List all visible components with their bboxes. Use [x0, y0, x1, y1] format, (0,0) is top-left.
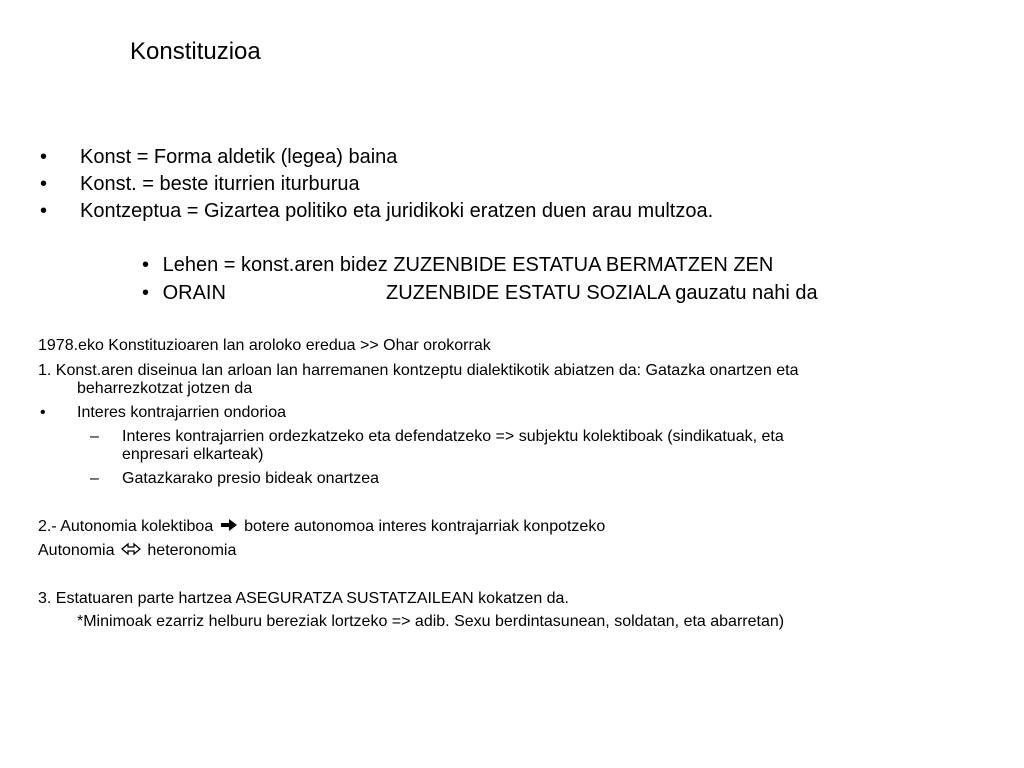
section1-dash-2: [90, 470, 379, 488]
section3-line2: *Minimoak ezarriz helburu bereziak lortzeko => adib. Sexu berdintasunean, soldatan, eta abarretan): [77, 613, 785, 630]
section3-line1: 3. Estatuaren parte hartzea ASEGURATZA SUSTATZAILEAN kokatzen da.: [38, 590, 569, 607]
main-bullet-text: Konst. = beste iturrien iturburua: [80, 173, 360, 195]
dash-mark: –: [90, 470, 99, 487]
sub-bullet-1: [142, 254, 773, 277]
section1-bullet: [40, 404, 286, 422]
main-bullet-1: [40, 146, 397, 169]
main-bullet-3: [40, 200, 713, 223]
section1-dash-text: Interes kontrajarrien ordezkatzeko eta defendatzeko => subjektu kolektiboak (sindikatuak, eta: [122, 428, 784, 445]
section2-line1: [38, 518, 605, 536]
sub-bullet-text: Lehen = konst.aren bidez ZUZENBIDE ESTATUA BERMATZEN ZEN: [162, 254, 774, 276]
section1-heading: 1978.eko Konstituzioaren lan aroloko eredua >> Ohar orokorrak: [38, 337, 491, 354]
bullet-mark: •: [40, 200, 48, 222]
right-arrow-icon: [220, 518, 238, 532]
bullet-mark: •: [142, 282, 150, 304]
section1-dash-1-continued: enpresari elkarteak): [122, 446, 264, 463]
section2-line2: [38, 542, 236, 560]
section1-bullet-text: Interes kontrajarrien ondorioa: [77, 404, 287, 421]
sub-bullet-2: [142, 282, 226, 305]
bullet-mark: •: [142, 254, 150, 276]
section1-point1-continued: beharrezkotzat jotzen da: [77, 380, 253, 397]
section2-line2-right: heteronomia: [147, 542, 237, 559]
section1-dash-1: [90, 428, 784, 446]
dash-mark: –: [90, 428, 99, 445]
section2-line2-left: Autonomia: [38, 542, 115, 559]
left-right-arrow-icon: [121, 542, 141, 556]
page-title: Konstituzioa: [130, 38, 261, 65]
sub-bullet-2-text: ZUZENBIDE ESTATU SOZIALA gauzatu nahi da: [386, 282, 818, 304]
section1-dash-text: Gatazkarako presio bideak onartzea: [122, 470, 380, 487]
sub-bullet-label: ORAIN: [162, 282, 226, 304]
main-bullet-2: [40, 173, 360, 196]
bullet-mark: •: [40, 173, 48, 195]
section2-line1-right: botere autonomoa interes kontrajarriak konpotzeko: [244, 518, 606, 535]
main-bullet-text: Konst = Forma aldetik (legea) baina: [80, 146, 398, 168]
section2-line1-left: 2.- Autonomia kolektiboa: [38, 518, 214, 535]
section1-point1: 1. Konst.aren diseinua lan arloan lan harremanen kontzeptu dialektikotik abiatzen da: Gatazka onartzen eta: [38, 362, 799, 379]
bullet-mark: •: [40, 404, 46, 421]
bullet-mark: •: [40, 146, 48, 168]
main-bullet-text: Kontzeptua = Gizartea politiko eta juridikoki eratzen duen arau multzoa.: [80, 200, 714, 222]
